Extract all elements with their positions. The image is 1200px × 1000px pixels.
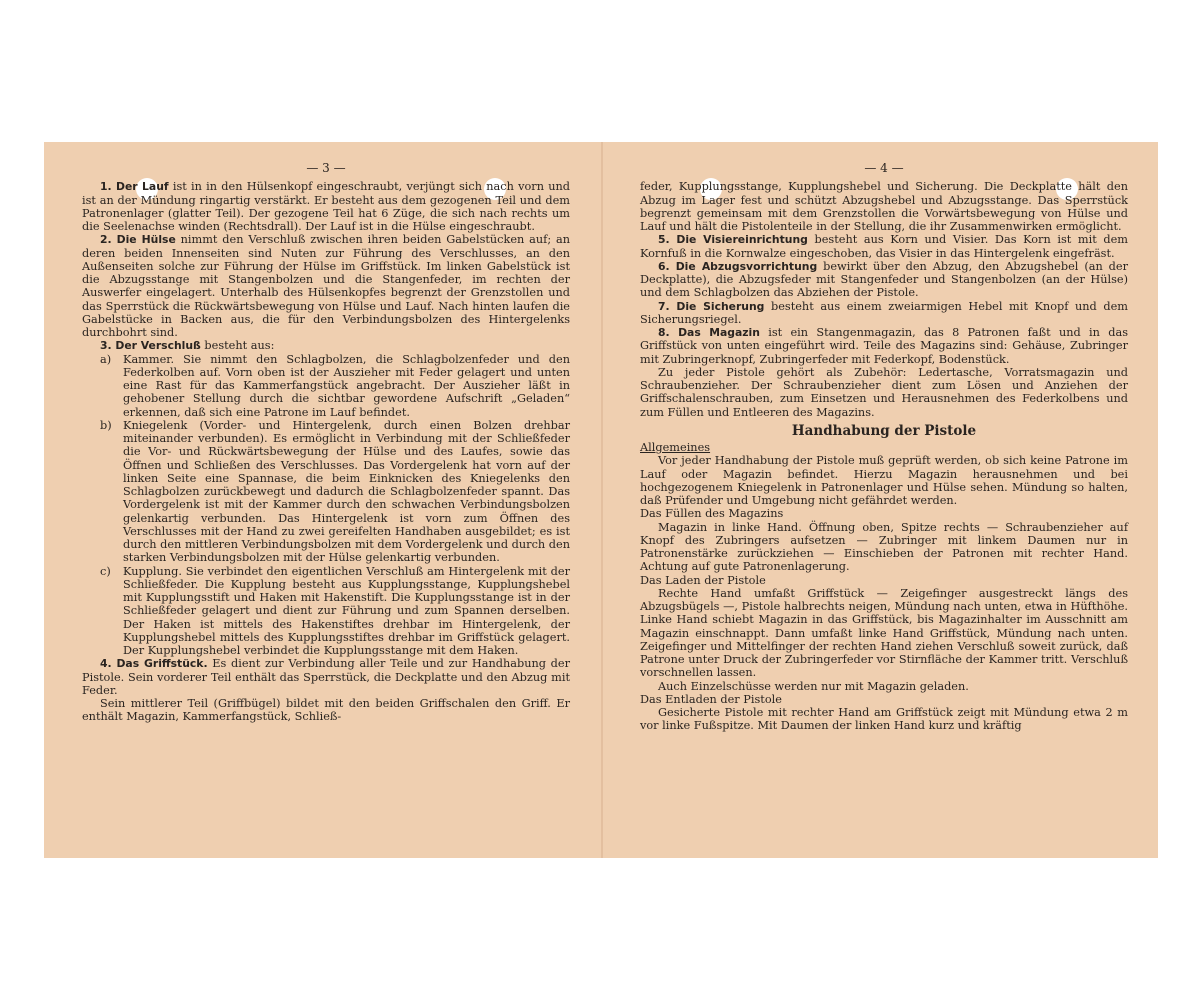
- section-lauf: 1. Der Lauf ist in in den Hülsenkopf eingeschraubt, verjüngt sich nach vorn und ist an der Mündung ringartig verstärkt. Er besteht aus dem gezogenen Teil und dem Patronenlager (glatter Teil). Der gezogene Teil hat 6 Züge, die sich nach rechts um die Seelenachse winden (Rechtsdrall). Der Lauf ist in die Hülse eingeschraubt.: [82, 180, 570, 233]
- page-number: — 4 —: [864, 161, 904, 175]
- allgemeines-text: Vor jeder Handhabung der Pistole muß geprüft werden, ob sich keine Patrone im Lauf oder Magazin befindet. Hierzu Magazin herausnehmen und bei hochgezogenem Kniegelenk in Patronenlager und Hülse sehen. Mündung so halten, daß Prüfender und Umgebung nicht gefährdet werden.: [640, 454, 1128, 507]
- booklet-spread: [44, 142, 1158, 858]
- center-fold: [601, 142, 603, 858]
- section-huelse: 2. Die Hülse nimmt den Verschluß zwischen ihren beiden Gabelstücken auf; an deren beiden Innenseiten sind Nuten zur Führung des Verschlusses, an den Außenseiten solche zur Führung der Hülse im Griffstück. Im linken Gabelstück ist die Abzugsstange mit Stangenbolzen und die Stangenfeder, im rechten der Auswerfer eingelagert. Unterhalb des Hülsenkopfes begrenzt der Grenzstollen und das Sperrstück die Rückwärtsbewegung von Hülse und Lauf. Nach hinten laufen die Gabelstücke in Backen aus, die für den Verbindungsbolzen des Hintergelenks durchbohrt sind.: [82, 233, 570, 339]
- section-griffstueck-cont: Sein mittlerer Teil (Griffbügel) bildet mit den beiden Griffschalen den Griff. Er enthält Magazin, Kammerfangstück, Schließ-: [82, 697, 570, 724]
- fuellen-text: Magazin in linke Hand. Öffnung oben, Spitze rechts — Schraubenzieher auf Knopf des Zubringers aufsetzen — Zubringer mit linkem Daumen nur in Patronenstärke zurückziehen — Einschieben der Patronen mit rechter Hand. Achtung auf gute Patronenlagerung.: [640, 520, 1128, 574]
- page-number: — 3 —: [306, 161, 346, 175]
- fuellen-title: Das Füllen des Magazins: [640, 507, 784, 521]
- left-page: [82, 162, 570, 724]
- subsection-kniegelenk: b) Kniegelenk (Vorder- und Hintergelenk, durch einen Bolzen drehbar miteinander verbunden). Es ermöglicht in Verbindung mit der Schließfeder die Vor- und Rückwärtsbewegung der Hülse und des Laufes, sowie das Öffnen und Schließen des Verschlusses. Das Vordergelenk hat vorn auf der linken Seite eine Spannase, die beim Einknicken des Kniegelenks den Schlagbolzen zurückbewegt und dadurch die Schlagbolzenfeder spannt. Das Vordergelenk ist mit der Kammer durch den schwachen Verbindungsbolzen gelenkartig verbunden. Das Hintergelenk ist vorn zum Öffnen des Verschlusses mit der Hand zu zwei gereifelten Handhaben ausgebildet; es ist durch den mittleren Verbindungsbolzen mit dem Vordergelenk und durch den starken Verbindungsbolzen mit der Hülse gelenkartig verbunden.: [100, 418, 570, 565]
- section-abzugsvorrichtung: 6. Die Abzugsvorrichtung bewirkt über den Abzug, den Abzugshebel (an der Deckplatte), die Abzugsfeder mit Stangenfeder und Stangenbolzen (an der Hülse) und dem Schlagbolzen das Abziehen der Pistole.: [640, 259, 1128, 300]
- section-verschluss: 3. Der Verschluß besteht aus:: [100, 339, 275, 353]
- continued-text: feder, Kupplungsstange, Kupplungshebel und Sicherung. Die Deckplatte hält den Abzug im Lager fest und schützt Abzugshebel und Abzugsstange. Das Sperrstück begrenzt gemeinsam mit dem Grenzstollen die Vorwärtsbewegung von Hülse und Lauf und hält die Pistolenteile in der Stellung, die ihr Zusammenwirken ermöglicht.: [640, 180, 1128, 233]
- section-sicherung: 7. Die Sicherung besteht aus einem zweiarmigen Hebel mit Knopf und dem Sicherungsriegel.: [640, 299, 1128, 326]
- entladen-title: Das Entladen der Pistole: [640, 692, 782, 706]
- entladen-text: Gesicherte Pistole mit rechter Hand am Griffstück zeigt mit Mündung etwa 2 m vor linke Fußspitze. Mit Daumen der linken Hand kurz und kräftig: [640, 706, 1128, 733]
- handhabung-heading: Handhabung der Pistole: [791, 422, 977, 439]
- section-magazin: 8. Das Magazin ist ein Stangenmagazin, das 8 Patronen faßt und in das Griffstück von unten eingeführt wird. Teile des Magazins sind: Gehäuse, Zubringer mit Zubringerknopf, Zubringerfeder mit Federkopf, Bodenstück.: [640, 326, 1128, 366]
- section-visiereinrichtung: 5. Die Visiereinrichtung besteht aus Korn und Visier. Das Korn ist mit dem Kornfuß in die Kornwalze eingeschoben, das Visier in das Hintergelenk eingefräst.: [640, 233, 1128, 260]
- allgemeines-title: Allgemeines: [640, 441, 711, 454]
- section-griffstueck: 4. Das Griffstück. Es dient zur Verbindung aller Teile und zur Handhabung der Pistole. Sein vorderer Teil enthält das Sperrstück, die Deckplatte und den Abzug mit Feder.: [82, 657, 570, 697]
- subsection-kupplung: c) Kupplung. Sie verbindet den eigentlichen Verschluß am Hintergelenk mit der Schließfeder. Die Kupplung besteht aus Kupplungsstange, Kupplungshebel mit Kupplungsstift und Haken mit Hakenstift. Die Kupplungsstange ist in der Schließfeder gelagert und dient zur Führung und zum Spannen derselben. Der Haken ist mittels des Hakenstiftes drehbar im Hintergelenk, der Kupplungshebel mittels des Kupplungsstiftes drehbar im Griffstück gelagert. Der Kupplungshebel verbindet die Kupplungsstange mit dem Haken.: [100, 564, 570, 657]
- laden-title: Das Laden der Pistole: [640, 573, 766, 587]
- laden-text: Rechte Hand umfaßt Griffstück — Zeigefinger ausgestreckt längs des Abzugsbügels —, Pistole halbrechts neigen, Mündung nach unten, etwa in Hüfthöhe. Linke Hand schiebt Magazin in das Griffstück, bis Magazinhalter im Ausschnitt am Magazin einschnappt. Dann umfaßt linke Hand Griffstück, Mündung nach unten. Zeigefinger und Mittelfinger der rechten Hand ziehen Verschluß soweit zurück, daß Patrone unter Druck der Zubringerfeder vor Stirnfläche der Kammer tritt. Verschluß vorschnellen lassen.: [640, 586, 1128, 680]
- subsection-kammer: a) Kammer. Sie nimmt den Schlagbolzen, die Schlagbolzenfeder und den Federkolben auf. Vorn oben ist der Auszieher mit Feder gelagert und unten eine Rast für das Kammerfangstück angebracht. Der Auszieher läßt in gehobener Stellung durch die sichtbar gewordene Aufschrift „Geladen“ erkennen, daß sich eine Patrone im Lauf befindet.: [100, 352, 570, 419]
- right-page: [640, 162, 1128, 733]
- einzelschuesse-text: Auch Einzelschüsse werden nur mit Magazin geladen.: [658, 679, 969, 693]
- zubehoer-text: Zu jeder Pistole gehört als Zubehör: Ledertasche, Vorratsmagazin und Schraubenzieher. Der Schraubenzieher dient zum Lösen und Anziehen der Griffschalenschrauben, zum Einsetzen und Herausnehmen des Federkolbens und zum Füllen und Entleeren des Magazins.: [640, 365, 1128, 419]
